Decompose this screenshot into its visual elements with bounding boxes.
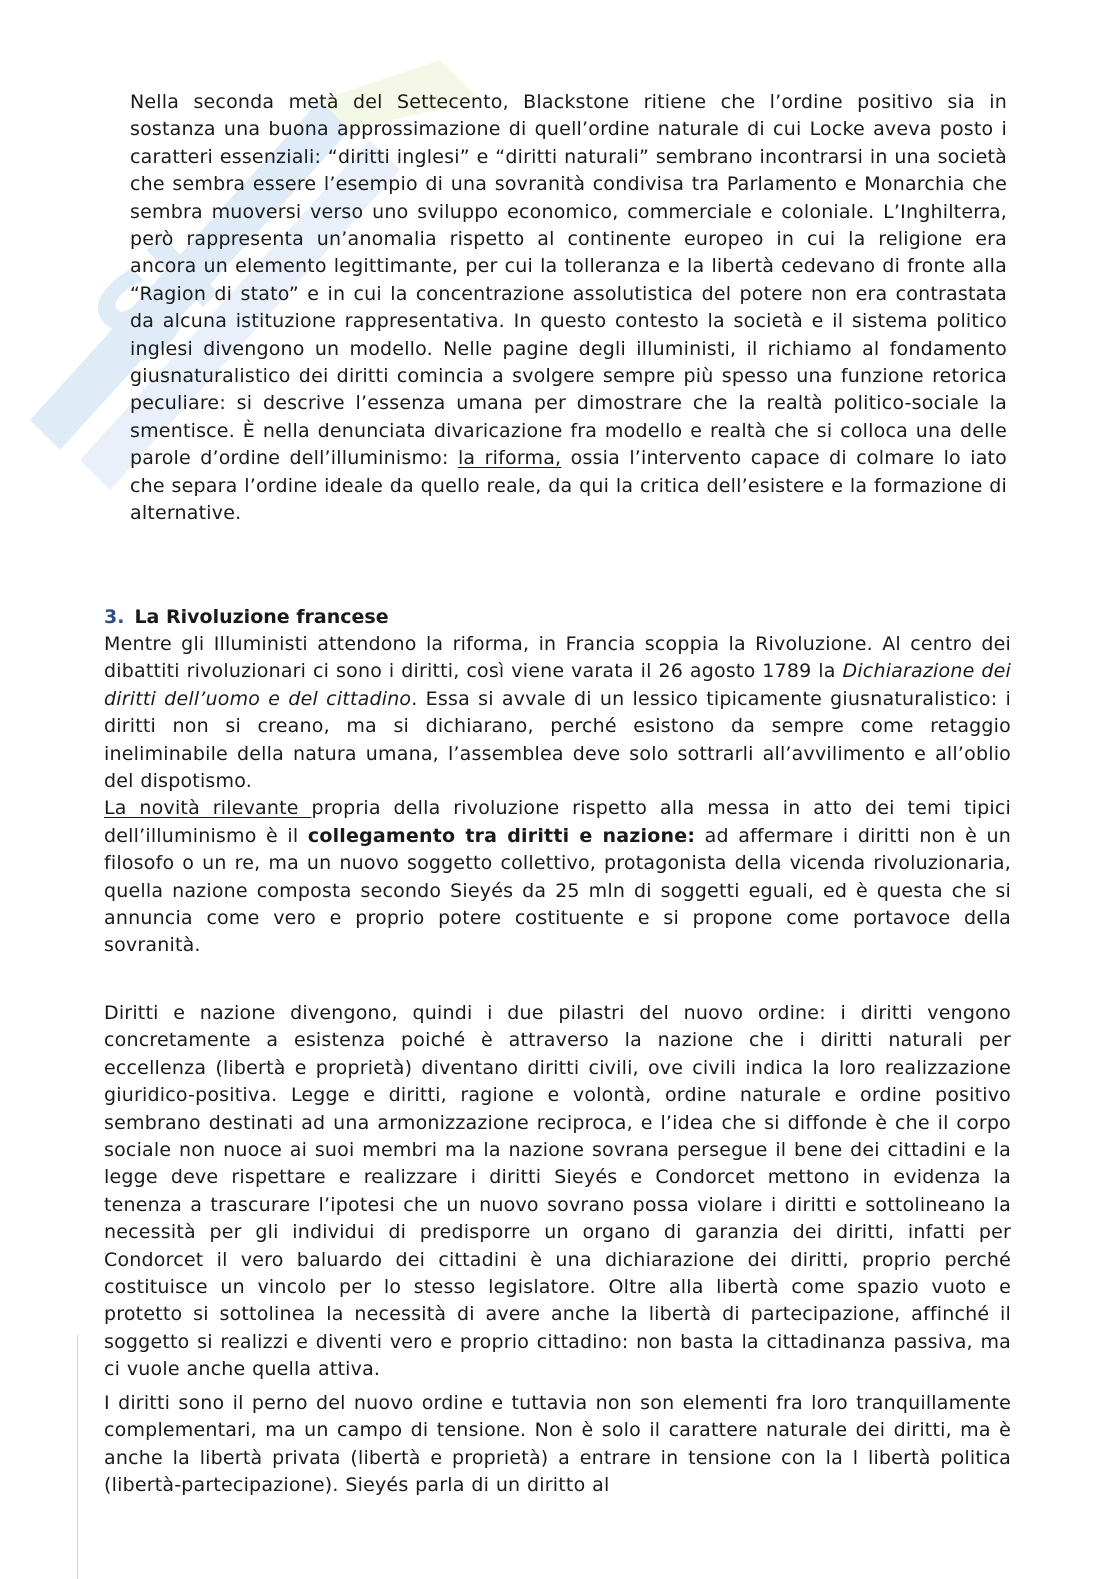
paragraph-2: [104, 631, 1011, 960]
svg-text:SI: SI: [67, 212, 244, 389]
bold-term: collegamento tra diritti e nazione:: [307, 824, 696, 847]
paragraph-4: [104, 1000, 1011, 1384]
section-number: 3.: [104, 606, 125, 628]
italic-title: Dichiarazione dei diritti dell’uomo e del cittadino: [104, 660, 1011, 710]
text-span: Nella seconda metà del Settecento, Blackstone ritiene che l’ordine positivo sia in sostanza una buona approssimazione di quell’ordine naturale di cui Locke aveva posto i caratteri essenziali: “diritti inglesi” e “diritti naturali” sembrano incontrarsi in una società che sembra essere l’esempio di una sovranità condivisa tra Parlamento e Monarchia che sembra muoversi verso uno sviluppo economico, commerciale e coloniale. L’Inghilterra, però rappresenta un’anomalia rispetto al continente europeo in cui la religione era ancora un elemento legittimante, per cui la tolleranza e la libertà cedevano di fronte alla “Ragion di stato” e in cui la concentrazione assolutistica del potere non era contrastata da alcuna istituzione rappresentativa. In questo contesto la società e il sistema politico inglesi divengono un modello. Nelle pagine degli illuministi, il richiamo al fondamento giusnaturalistico dei diritti comincia a svolgere sempre più spesso una funzione retorica peculiare: si descrive l’essenza umana per dimostrare che la realtà politico-sociale la smentisce. È nella denunciata divaricazione fra modello e realtà che si colloca una delle parole d’ordine dell’illuminismo:: [130, 91, 1007, 470]
text-span: propria della rivoluzione rispetto alla messa in atto dei temi tipici dell’illuminismo è il: [104, 797, 1011, 847]
underlined-term: La novità rilevante: [104, 797, 312, 820]
paragraph-5: [104, 1390, 1011, 1500]
underlined-term: la riforma,: [457, 447, 562, 470]
section-title: La Rivoluzione francese: [134, 606, 389, 628]
text-span: ad affermare i diritti non è un filosofo o un re, ma un nuovo soggetto collettivo, protagonista della vicenda rivoluzionaria, quella nazione composta secondo Sieyés da 25 mln di soggetti eguali, ed è questa che si annuncia come vero e proprio potere costituente e si propone come portavoce della sovranità.: [104, 824, 1011, 957]
margin-rule: [77, 1335, 78, 1579]
text-span: . Essa si avvale di un lessico tipicamente giusnaturalistico: i diritti non si creano, ma si dichiarano, perché esistono da sempre come retaggio ineliminabile della natura umana, l’assemblea deve solo sottrarli all’avvilimento e all’oblio del dispotismo.: [104, 687, 1011, 793]
text-span: ossia l’intervento capace di colmare lo iato che separa l’ordine ideale da quello reale, da qui la critica dell’esistere e la formazione di alternative.: [130, 447, 1008, 525]
paragraph-1: [130, 89, 1007, 528]
paragraph-text: Diritti e nazione divengono, quindi i due pilastri del nuovo ordine: i diritti vengono concretamente a esistenza poiché è attraverso la nazione che i diritti naturali per eccellenza (libertà e proprietà) diventano diritti civili, ove civili indica la loro realizzazione giuridico-positiva. Legge e diritti, ragione e volontà, ordine naturale e ordine positivo sembrano destinati ad una armonizzazione reciproca, e l’idea che si diffonde è che il corpo sociale non nuoce ai suoi membri ma la nazione sovrana persegue il bene dei cittadini e la legge deve rispettare e realizzare i diritti Sieyés e Condorcet mettono in evidenza la tenenza a trascurare l’ipotesi che un nuovo sovrano possa violare i diritti e sottolineano la necessità per gli individui di predisporre un organo di garanzia dei diritti, infatti per Condorcet il vero baluardo dei cittadini è una dichiarazione dei diritti, proprio perché costituisce un vincolo per lo stesso legislatore. Oltre alla libertà come spazio vuoto e protetto si sottolinea la necessità di avere anche la libertà di partecipazione, affinché il soggetto si realizzi e diventi vero e proprio cittadino: non basta la cittadinanza passiva, ma ci vuole anche quella attiva.: [104, 1002, 1011, 1381]
text-span: Mentre gli Illuministi attendono la riforma, in Francia scoppia la Rivoluzione. Al centro dei dibattiti rivoluzionari ci sono i diritti, così viene varata il 26 agosto 1789 la: [104, 633, 1011, 683]
paragraph-text: I diritti sono il perno del nuovo ordine e tuttavia non son elementi fra loro tranquillamente complementari, ma un campo di tensione. Non è solo il carattere naturale dei diritti, ma è anche la libertà privata (libertà e proprietà) a entrare in tensione con la l libertà politica (libertà-partecipazione). Sieyés parla di un diritto al: [104, 1392, 1011, 1497]
section-heading: [104, 604, 389, 631]
